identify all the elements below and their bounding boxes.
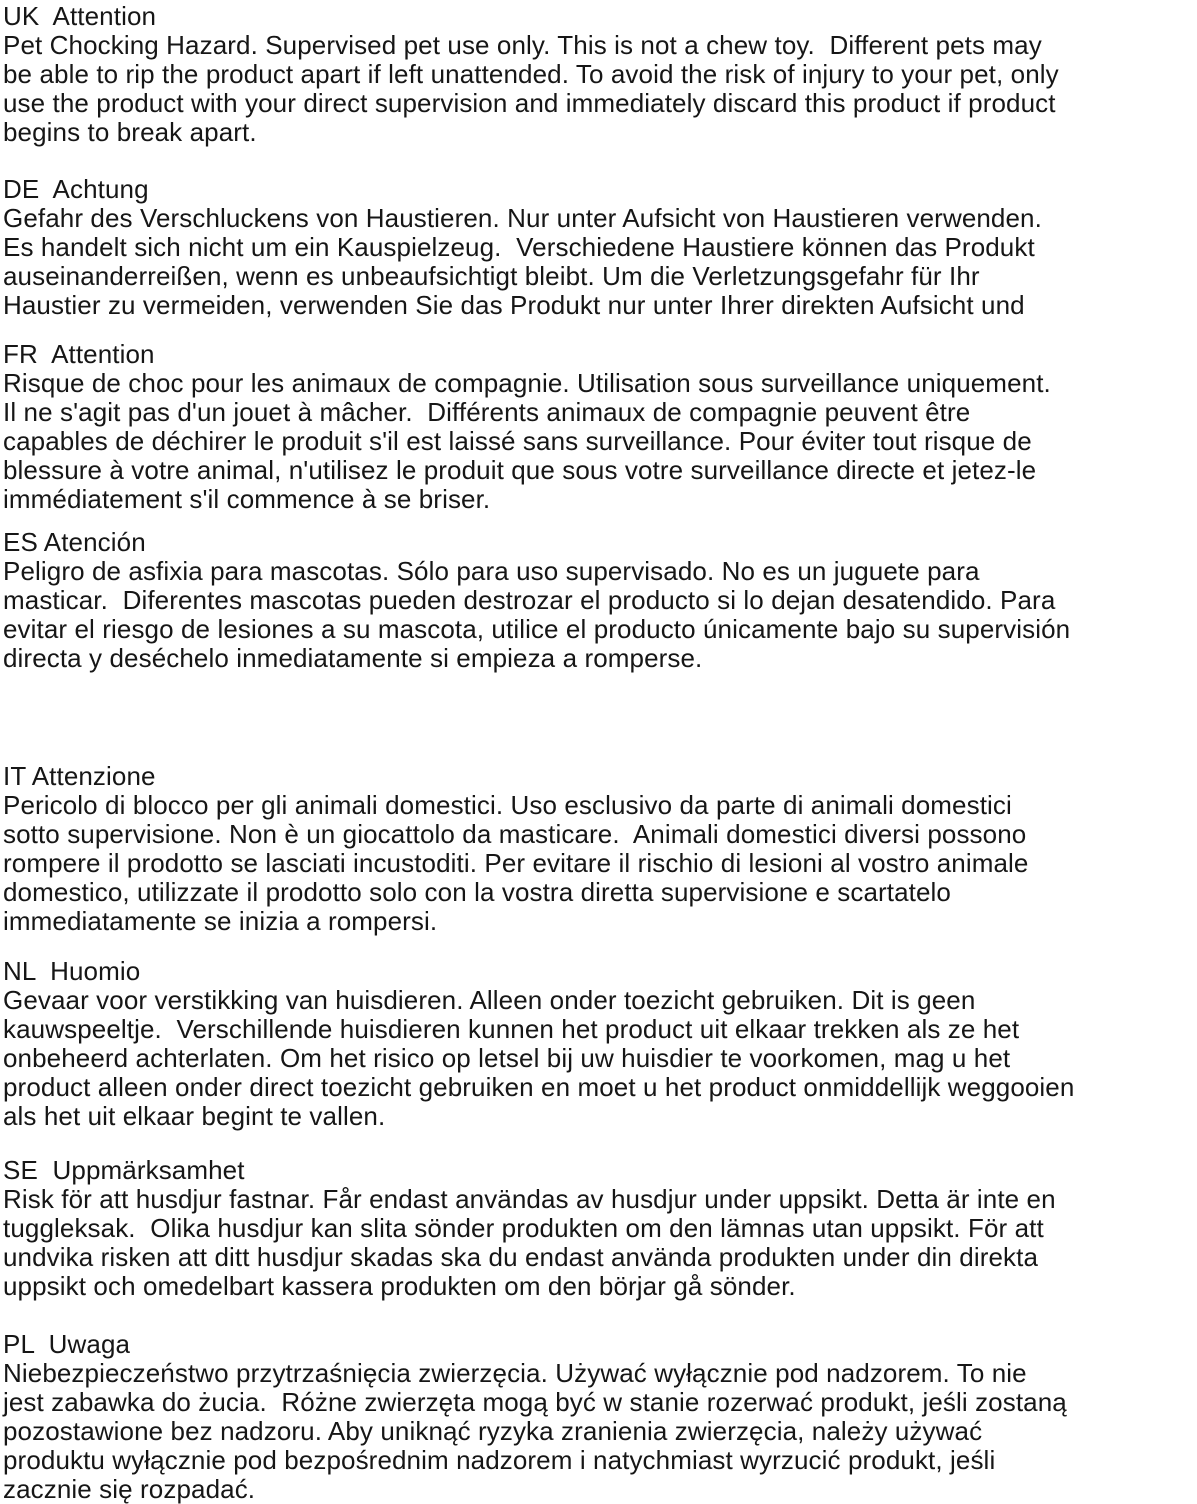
text-line: produktu wyłącznie pod bezpośrednim nadzorem i natychmiast wyrzucić produkt, jeśli xyxy=(3,1445,996,1475)
text-line: uppsikt och omedelbart kassera produkten om den börjar gå sönder. xyxy=(3,1271,796,1301)
section-heading-pl: PL Uwaga xyxy=(3,1329,131,1359)
text-line: rompere il prodotto se lasciati incustoditi. Per evitare il rischio di lesioni al vostro animale xyxy=(3,848,1029,878)
text-line: use the product with your direct supervision and immediately discard this product if product xyxy=(3,88,1056,118)
text-line: immediatamente se inizia a rompersi. xyxy=(3,906,438,936)
text-line: product alleen onder direct toezicht gebruiken en moet u het product onmiddellijk weggooien xyxy=(3,1072,1075,1102)
warning-section-uk xyxy=(3,2,1197,147)
text-line: directa y deséchelo inmediatamente si empieza a romperse. xyxy=(3,643,703,673)
text-line: tuggleksak. Olika husdjur kan slita sönder produkten om den lämnas utan uppsikt. För att xyxy=(3,1213,1044,1243)
text-line: auseinanderreißen, wenn es unbeaufsichtigt bleibt. Um die Verletzungsgefahr für Ihr xyxy=(3,261,980,291)
text-line: Gevaar voor verstikking van huisdieren. Alleen onder toezicht gebruiken. Dit is geen xyxy=(3,985,976,1015)
warning-section-es xyxy=(3,528,1197,673)
text-line: pozostawione bez nadzoru. Aby uniknąć ryzyka zranienia zwierzęcia, należy używać xyxy=(3,1416,983,1446)
text-line: be able to rip the product apart if left unattended. To avoid the risk of injury to your pet, only xyxy=(3,59,1059,89)
text-line: sotto supervisione. Non è un giocattolo da masticare. Animali domestici diversi possono xyxy=(3,819,1027,849)
section-heading-it: IT Attenzione xyxy=(3,761,156,791)
warning-section-pl xyxy=(3,1330,1197,1504)
text-line: undvika risken att ditt husdjur skadas ska du endast använda produkten under din direkta xyxy=(3,1242,1038,1272)
section-heading-uk: UK Attention xyxy=(3,1,157,31)
text-line: masticar. Diferentes mascotas pueden destrozar el producto si lo dejan desatendido. Para xyxy=(3,585,1056,615)
warning-section-it xyxy=(3,762,1197,936)
section-heading-fr: FR Attention xyxy=(3,339,155,369)
text-line: Risque de choc pour les animaux de compagnie. Utilisation sous surveillance uniquement. xyxy=(3,368,1051,398)
text-line: Es handelt sich nicht um ein Kauspielzeug. Verschiedene Haustiere können das Produkt xyxy=(3,232,1035,262)
text-line: Haustier zu vermeiden, verwenden Sie das Produkt nur unter Ihrer direkten Aufsicht und xyxy=(3,290,1025,320)
text-line: capables de déchirer le produit s'il est laissé sans surveillance. Pour éviter tout risque de xyxy=(3,426,1032,456)
text-line: jest zabawka do żucia. Różne zwierzęta mogą być w stanie rozerwać produkt, jeśli zostaną xyxy=(3,1387,1067,1417)
text-line: zacznie się rozpadać. xyxy=(3,1474,256,1504)
text-line: Peligro de asfixia para mascotas. Sólo para uso supervisado. No es un juguete para xyxy=(3,556,980,586)
warning-section-se xyxy=(3,1156,1197,1301)
section-heading-es: ES Atención xyxy=(3,527,146,557)
text-line: Il ne s'agit pas d'un jouet à mâcher. Différents animaux de compagnie peuvent être xyxy=(3,397,971,427)
text-line: domestico, utilizzate il prodotto solo con la vostra diretta supervisione e scartatelo xyxy=(3,877,951,907)
text-line: begins to break apart. xyxy=(3,117,257,147)
section-heading-se: SE Uppmärksamhet xyxy=(3,1155,245,1185)
text-line: Gefahr des Verschluckens von Haustieren. Nur unter Aufsicht von Haustieren verwenden. xyxy=(3,203,1042,233)
text-line: immédiatement s'il commence à se briser. xyxy=(3,484,491,514)
warning-section-de xyxy=(3,175,1197,320)
text-line: Risk för att husdjur fastnar. Får endast användas av husdjur under uppsikt. Detta är inte en xyxy=(3,1184,1056,1214)
text-line: als het uit elkaar begint te vallen. xyxy=(3,1101,386,1131)
text-line: kauwspeeltje. Verschillende huisdieren kunnen het product uit elkaar trekken als ze het xyxy=(3,1014,1020,1044)
warning-section-nl xyxy=(3,957,1197,1131)
text-line: Pet Chocking Hazard. Supervised pet use only. This is not a chew toy. Different pets may xyxy=(3,30,1042,60)
text-line: Pericolo di blocco per gli animali domestici. Uso esclusivo da parte di animali domestici xyxy=(3,790,1012,820)
text-line: evitar el riesgo de lesiones a su mascota, utilice el producto únicamente bajo su supervisión xyxy=(3,614,1071,644)
warning-section-fr xyxy=(3,340,1197,514)
text-line: blessure à votre animal, n'utilisez le produit que sous votre surveillance directe et jetez-le xyxy=(3,455,1037,485)
section-heading-nl: NL Huomio xyxy=(3,956,141,986)
text-line: onbeheerd achterlaten. Om het risico op letsel bij uw huisdier te voorkomen, mag u het xyxy=(3,1043,1011,1073)
section-heading-de: DE Achtung xyxy=(3,174,149,204)
text-line: Niebezpieczeństwo przytrzaśnięcia zwierzęcia. Używać wyłącznie pod nadzorem. To nie xyxy=(3,1358,1027,1388)
